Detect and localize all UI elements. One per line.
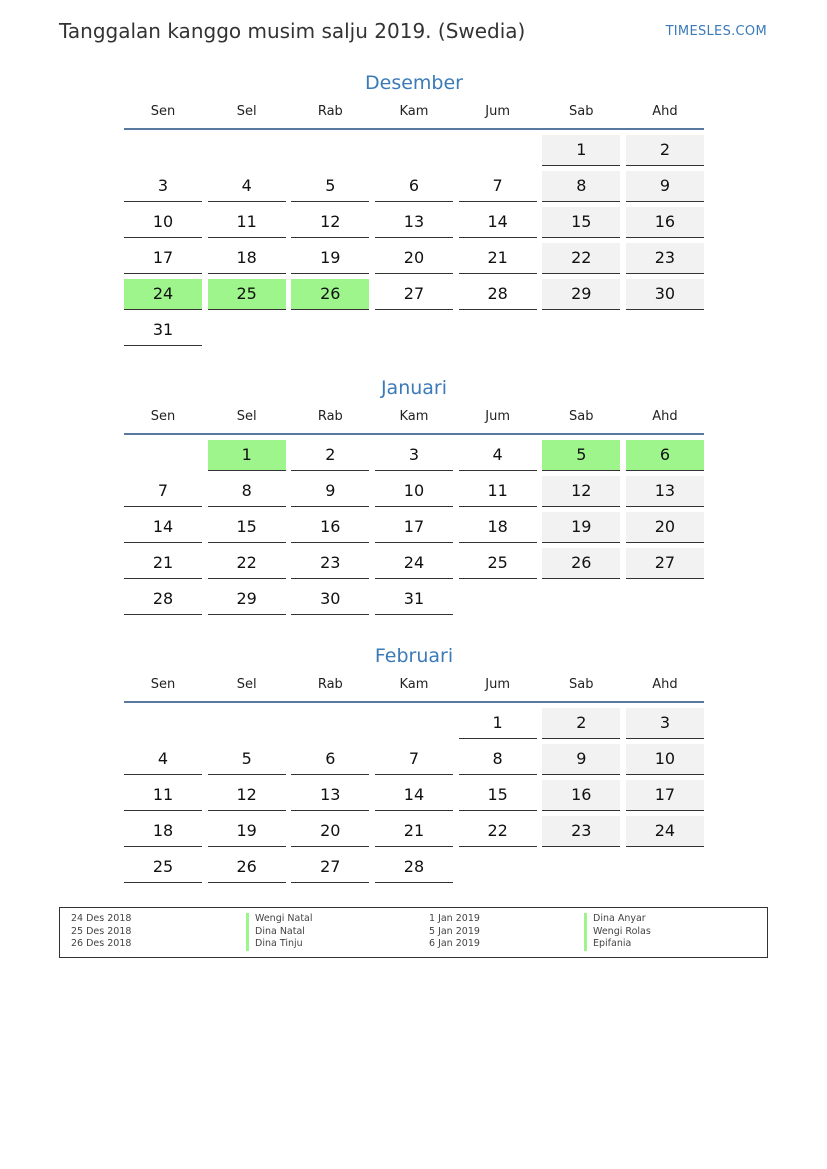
weekday-header xyxy=(124,409,704,435)
day-cell: 15 xyxy=(208,512,286,543)
day-cell: 17 xyxy=(626,780,704,811)
day-cell: 3 xyxy=(124,171,202,202)
weekday-label: Ahd xyxy=(652,677,678,692)
weekday-label: Rab xyxy=(317,677,343,692)
day-cell: 23 xyxy=(626,243,704,274)
legend-holiday-name: Wengi Rolas xyxy=(584,926,651,939)
empty-cell xyxy=(375,135,453,166)
day-cell: 25 xyxy=(459,548,537,579)
day-cell: 29 xyxy=(542,279,620,310)
day-cell: 26 xyxy=(542,548,620,579)
weekday-label: Jum xyxy=(485,104,510,119)
page-title: Tanggalan kanggo musim salju 2019. (Swedia) xyxy=(59,19,526,43)
weekday-label: Rab xyxy=(317,409,343,424)
day-cell: 7 xyxy=(459,171,537,202)
weekday-label: Jum xyxy=(485,409,510,424)
day-cell: 26 xyxy=(208,852,286,883)
day-cell: 13 xyxy=(291,780,369,811)
day-cell: 12 xyxy=(291,207,369,238)
day-cell: 9 xyxy=(291,476,369,507)
day-cell: 1 xyxy=(459,708,537,739)
day-cell: 24 xyxy=(626,816,704,847)
legend-date: 24 Des 2018 xyxy=(71,913,132,924)
weekday-label: Sel xyxy=(236,104,257,119)
day-cell: 26 xyxy=(291,279,369,310)
day-cell: 21 xyxy=(459,243,537,274)
empty-cell xyxy=(375,708,453,739)
day-cell: 2 xyxy=(626,135,704,166)
day-cell: 31 xyxy=(124,315,202,346)
weekday-label: Sel xyxy=(236,677,257,692)
day-cell: 5 xyxy=(542,440,620,471)
empty-cell xyxy=(459,135,537,166)
weekday-header xyxy=(124,104,704,130)
weekday-label: Sab xyxy=(569,104,594,119)
day-cell: 27 xyxy=(375,279,453,310)
day-cell: 28 xyxy=(375,852,453,883)
day-cell: 10 xyxy=(124,207,202,238)
month-title: Januari xyxy=(380,377,448,399)
day-cell: 24 xyxy=(375,548,453,579)
weekday-label: Kam xyxy=(399,104,429,119)
legend-date: 26 Des 2018 xyxy=(71,938,132,949)
weekday-label: Sen xyxy=(150,677,176,692)
day-cell: 31 xyxy=(375,584,453,615)
day-grid xyxy=(124,135,704,346)
day-cell: 8 xyxy=(208,476,286,507)
day-cell: 6 xyxy=(626,440,704,471)
empty-cell xyxy=(124,708,202,739)
day-cell: 15 xyxy=(459,780,537,811)
day-cell: 7 xyxy=(124,476,202,507)
day-cell: 11 xyxy=(459,476,537,507)
weekday-label: Jum xyxy=(485,677,510,692)
day-cell: 10 xyxy=(626,744,704,775)
day-cell: 2 xyxy=(291,440,369,471)
day-cell: 4 xyxy=(124,744,202,775)
day-cell: 20 xyxy=(375,243,453,274)
day-cell: 1 xyxy=(208,440,286,471)
day-cell: 30 xyxy=(626,279,704,310)
legend-date: 5 Jan 2019 xyxy=(429,925,480,937)
day-cell: 27 xyxy=(291,852,369,883)
day-cell: 18 xyxy=(208,243,286,274)
legend-holiday-name: Wengi Natal xyxy=(246,913,313,926)
day-cell: 18 xyxy=(124,816,202,847)
empty-cell xyxy=(291,135,369,166)
day-cell: 19 xyxy=(291,243,369,274)
day-cell: 5 xyxy=(291,171,369,202)
weekday-label: Sen xyxy=(150,104,176,119)
day-cell: 14 xyxy=(375,780,453,811)
day-grid xyxy=(124,440,704,615)
day-cell: 20 xyxy=(291,816,369,847)
day-cell: 11 xyxy=(124,780,202,811)
day-grid xyxy=(124,708,704,883)
day-cell: 29 xyxy=(208,584,286,615)
day-cell: 3 xyxy=(375,440,453,471)
day-cell: 22 xyxy=(208,548,286,579)
day-cell: 22 xyxy=(542,243,620,274)
day-cell: 2 xyxy=(542,708,620,739)
day-cell: 13 xyxy=(626,476,704,507)
brand-logo-text[interactable]: TIMESLES.COM xyxy=(665,24,767,39)
empty-cell xyxy=(291,708,369,739)
day-cell: 25 xyxy=(208,279,286,310)
month-title: Desember xyxy=(365,72,463,94)
day-cell: 9 xyxy=(542,744,620,775)
weekday-label: Sel xyxy=(236,409,257,424)
legend-holiday-name: Epifania xyxy=(584,938,651,951)
day-cell: 18 xyxy=(459,512,537,543)
day-cell: 28 xyxy=(459,279,537,310)
day-cell: 11 xyxy=(208,207,286,238)
day-cell: 27 xyxy=(626,548,704,579)
day-cell: 16 xyxy=(542,780,620,811)
legend-date: 6 Jan 2019 xyxy=(429,938,480,949)
day-cell: 28 xyxy=(124,584,202,615)
day-cell: 4 xyxy=(459,440,537,471)
month-title: Februari xyxy=(374,645,454,667)
day-cell: 7 xyxy=(375,744,453,775)
legend-holiday-name: Dina Natal xyxy=(246,926,313,939)
day-cell: 13 xyxy=(375,207,453,238)
weekday-label: Sen xyxy=(150,409,176,424)
empty-cell xyxy=(124,440,202,471)
day-cell: 10 xyxy=(375,476,453,507)
weekday-header xyxy=(124,677,704,703)
day-cell: 14 xyxy=(459,207,537,238)
day-cell: 16 xyxy=(291,512,369,543)
legend-date: 25 Des 2018 xyxy=(71,925,132,937)
day-cell: 19 xyxy=(542,512,620,543)
weekday-label: Sab xyxy=(569,677,594,692)
day-cell: 3 xyxy=(626,708,704,739)
day-cell: 6 xyxy=(375,171,453,202)
day-cell: 16 xyxy=(626,207,704,238)
weekday-label: Kam xyxy=(399,409,429,424)
day-cell: 21 xyxy=(124,548,202,579)
day-cell: 8 xyxy=(459,744,537,775)
day-cell: 30 xyxy=(291,584,369,615)
day-cell: 12 xyxy=(208,780,286,811)
day-cell: 22 xyxy=(459,816,537,847)
weekday-label: Sab xyxy=(569,409,594,424)
day-cell: 17 xyxy=(124,243,202,274)
weekday-label: Kam xyxy=(399,677,429,692)
empty-cell xyxy=(208,708,286,739)
day-cell: 5 xyxy=(208,744,286,775)
day-cell: 24 xyxy=(124,279,202,310)
day-cell: 1 xyxy=(542,135,620,166)
day-cell: 4 xyxy=(208,171,286,202)
day-cell: 20 xyxy=(626,512,704,543)
empty-cell xyxy=(208,135,286,166)
legend-holiday-name: Dina Anyar xyxy=(584,913,651,926)
day-cell: 8 xyxy=(542,171,620,202)
day-cell: 23 xyxy=(291,548,369,579)
day-cell: 21 xyxy=(375,816,453,847)
day-cell: 19 xyxy=(208,816,286,847)
day-cell: 14 xyxy=(124,512,202,543)
weekday-label: Rab xyxy=(317,104,343,119)
holiday-legend xyxy=(59,907,768,958)
month-january xyxy=(124,375,704,615)
day-cell: 6 xyxy=(291,744,369,775)
day-cell: 15 xyxy=(542,207,620,238)
legend-date: 1 Jan 2019 xyxy=(429,913,480,924)
weekday-label: Ahd xyxy=(652,409,678,424)
legend-holiday-name: Dina Tinju xyxy=(246,938,313,951)
weekday-label: Ahd xyxy=(652,104,678,119)
day-cell: 25 xyxy=(124,852,202,883)
empty-cell xyxy=(124,135,202,166)
day-cell: 12 xyxy=(542,476,620,507)
day-cell: 23 xyxy=(542,816,620,847)
day-cell: 17 xyxy=(375,512,453,543)
month-december xyxy=(124,70,704,346)
day-cell: 9 xyxy=(626,171,704,202)
month-february xyxy=(124,643,704,883)
